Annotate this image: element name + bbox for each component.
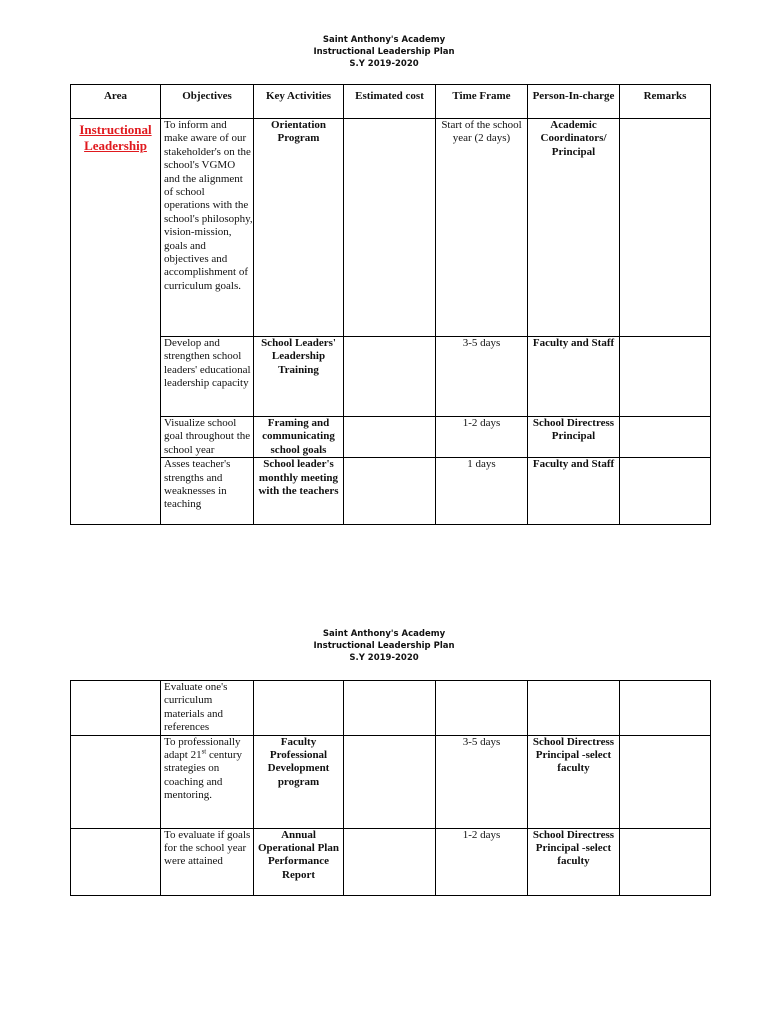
table-row — [71, 828, 711, 895]
time-frame-cell: 1-2 days — [436, 828, 528, 895]
time-frame-cell: 1 days — [436, 458, 528, 525]
table-row — [71, 681, 711, 736]
table-header-row — [71, 85, 711, 119]
plan-title: Instructional Leadership Plan — [313, 641, 455, 651]
estimated-cost-cell — [344, 119, 436, 337]
area-label: Instructional Leadership — [79, 122, 152, 153]
key-activity-cell: School Leaders' Leadership Training — [254, 337, 344, 417]
objective-cell: To evaluate if goals for the school year were attained — [161, 828, 254, 895]
objective-cell: Evaluate one's curriculum materials and references — [161, 681, 254, 736]
area-cell — [71, 735, 161, 828]
school-year: S.Y 2019-2020 — [349, 653, 419, 663]
estimated-cost-cell — [344, 828, 436, 895]
plan-title: Instructional Leadership Plan — [313, 47, 455, 57]
page-header — [0, 628, 768, 664]
person-in-charge-cell: School Directress Principal -select faculty — [528, 735, 620, 828]
remarks-cell — [620, 828, 711, 895]
estimated-cost-cell — [344, 735, 436, 828]
person-in-charge-cell: School Directress Principal -select faculty — [528, 828, 620, 895]
objective-cell — [161, 735, 254, 828]
estimated-cost-cell — [344, 417, 436, 458]
area-cell — [71, 681, 161, 736]
person-in-charge-cell: Faculty and Staff — [528, 337, 620, 417]
column-header-objectives: Objectives — [161, 85, 254, 119]
time-frame-cell: 3-5 days — [436, 337, 528, 417]
area-cell — [71, 828, 161, 895]
table-row — [71, 735, 711, 828]
key-activity-cell: School leader's monthly meeting with the teachers — [254, 458, 344, 525]
remarks-cell — [620, 417, 711, 458]
objective-text: century strategies on coaching and mentoring. — [164, 749, 242, 802]
objective-cell: To inform and make aware of our stakeholder's on the school's VGMO and the alignment of school operations with the school's philosophy, vision-mission, goals and objectives and accomplishment of curriculum goals. — [161, 119, 254, 337]
time-frame-cell: Start of the school year (2 days) — [436, 119, 528, 337]
remarks-cell — [620, 458, 711, 525]
remarks-cell — [620, 119, 711, 337]
school-year: S.Y 2019-2020 — [349, 59, 419, 69]
column-header-time-frame: Time Frame — [436, 85, 528, 119]
ordinal-suffix: st — [201, 747, 207, 756]
objective-cell: Develop and strengthen school leaders' educational leadership capacity — [161, 337, 254, 417]
table-row — [71, 417, 711, 458]
column-header-key-activities: Key Activities — [254, 85, 344, 119]
column-header-remarks: Remarks — [620, 85, 711, 119]
time-frame-cell: 1-2 days — [436, 417, 528, 458]
estimated-cost-cell — [344, 337, 436, 417]
key-activity-cell: Framing and communicating school goals — [254, 417, 344, 458]
remarks-cell — [620, 735, 711, 828]
remarks-cell — [620, 337, 711, 417]
estimated-cost-cell — [344, 681, 436, 736]
key-activity-cell — [254, 681, 344, 736]
column-header-person-in-charge: Person-In-charge — [528, 85, 620, 119]
school-name: Saint Anthony's Academy — [322, 629, 446, 639]
objective-cell: Visualize school goal throughout the school year — [161, 417, 254, 458]
person-in-charge-cell — [528, 681, 620, 736]
table-row — [71, 119, 711, 337]
remarks-cell — [620, 681, 711, 736]
key-activity-cell: Faculty Professional Development program — [254, 735, 344, 828]
time-frame-cell: 3-5 days — [436, 735, 528, 828]
person-in-charge-cell: Faculty and Staff — [528, 458, 620, 525]
person-in-charge-cell: School Directress Principal — [528, 417, 620, 458]
objective-cell: Asses teacher's strengths and weaknesses in teaching — [161, 458, 254, 525]
table-row — [71, 337, 711, 417]
plan-table-page1 — [70, 84, 711, 525]
column-header-area: Area — [71, 85, 161, 119]
objective-text: To professionally adapt 21 — [164, 735, 241, 762]
key-activity-cell: Annual Operational Plan Performance Report — [254, 828, 344, 895]
estimated-cost-cell — [344, 458, 436, 525]
plan-table-page2 — [70, 680, 711, 896]
area-cell — [71, 119, 161, 525]
table-row — [71, 458, 711, 525]
key-activity-cell: Orientation Program — [254, 119, 344, 337]
person-in-charge-cell: Academic Coordinators/ Principal — [528, 119, 620, 337]
time-frame-cell — [436, 681, 528, 736]
column-header-estimated-cost: Estimated cost — [344, 85, 436, 119]
page-header — [0, 34, 768, 70]
school-name: Saint Anthony's Academy — [322, 35, 446, 45]
